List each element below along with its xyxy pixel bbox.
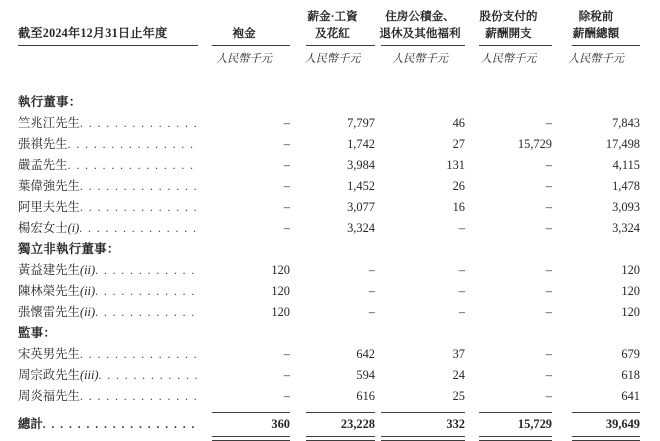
total-label-cell [18,413,198,435]
leader-dots [43,413,198,435]
section-label-cell [18,239,198,260]
rule-spacer [18,436,198,441]
cell-housing: 37 [452,347,465,361]
cell-salaries: 7,797 [347,116,375,130]
cell-fees: – [283,179,290,193]
cell-share-based: – [545,347,552,361]
cell-salaries: 616 [356,389,375,403]
rule-cell [198,436,290,441]
person-name: 周宗政先生 [18,368,80,382]
row-label-cell [18,113,198,134]
double-rule-segment [306,436,375,441]
cell-share-based: – [545,368,552,382]
double-rule-segment [479,436,552,441]
cell-pretax-total: 3,093 [612,200,640,214]
table-row [18,281,640,302]
cell-share-based: – [545,263,552,277]
table-row [18,218,640,239]
table-row-section [18,239,640,260]
cell-housing: 26 [452,179,465,193]
cell-fees: – [283,368,290,382]
cell-housing: – [458,284,465,298]
total-value-fees: 360 [271,417,290,431]
cell-salaries: 594 [356,368,375,382]
table-row [18,176,640,197]
cell-share-based: – [545,179,552,193]
leader-dots [79,218,198,239]
leader-dots [99,365,198,386]
period-label: 截至2024年12月31日止年度 [18,26,168,40]
table-body [18,92,640,407]
table-row [18,302,640,323]
column-header-salaries-bonus [290,8,375,67]
cell-pretax-total: 641 [621,389,640,403]
person-name: 張祺先生 [18,137,68,151]
cell-fees: – [283,221,290,235]
row-label-cell [18,155,198,176]
cell-salaries: 1,452 [347,179,375,193]
leader-dots [95,260,198,281]
cell-pretax-total: 17,498 [605,137,640,151]
person-name: 張懷雷先生 [18,305,80,319]
leader-dots [80,344,198,365]
leader-dots [80,176,198,197]
cell-fees: – [283,389,290,403]
cell-housing: – [458,263,465,277]
header-line-spacer [18,8,198,25]
cell-fees: 120 [271,284,290,298]
cell-housing: 46 [452,116,465,130]
cell-share-based: 15,729 [517,137,552,151]
cell-share-based: – [545,284,552,298]
cell-pretax-total: 120 [621,284,640,298]
table-row [18,197,640,218]
cell-fees: – [283,200,290,214]
column-header-fees [198,8,290,67]
column-header-line1 [198,8,290,25]
total-row [18,413,640,435]
table-row [18,134,640,155]
column-header-line2: 及花紅 [315,27,350,40]
section-label-cell [18,92,198,113]
column-header-housing-benefits [375,8,465,67]
table-row-section [18,323,640,344]
table-row [18,260,640,281]
cell-salaries: 3,324 [347,221,375,235]
section-label: 監事： [18,326,57,340]
double-rule-segment [212,436,290,441]
person-name: 陳林榮先生 [18,284,80,298]
cell-fees: 120 [271,305,290,319]
total-value-housing: 332 [446,417,465,431]
rule-cell [465,436,552,441]
row-label-cell [18,197,198,218]
footnote-marker: (i) [67,221,80,235]
row-label-cell [18,218,198,239]
leader-dots [95,281,198,302]
footnote-marker: (ii) [79,305,96,319]
cell-fees: – [283,116,290,130]
cell-pretax-total: 120 [621,305,640,319]
table-row [18,113,640,134]
person-name: 周炎福先生 [18,389,80,403]
cell-housing: 16 [452,200,465,214]
person-name: 嚴孟先生 [18,158,68,172]
table-row [18,386,640,407]
cell-salaries: 3,077 [347,200,375,214]
row-label-cell [18,260,198,281]
cell-pretax-total: 120 [621,263,640,277]
person-name: 黃益建先生 [18,263,80,277]
rule-cell [290,436,375,441]
rule-cell [552,436,640,441]
column-header-period [18,8,198,67]
cell-housing: 25 [452,389,465,403]
double-rule-segment [572,436,640,441]
unit-label: 人民幣千元 [480,53,537,65]
column-header-line2: 袍金 [232,27,256,40]
cell-pretax-total: 7,843 [612,116,640,130]
row-label-cell [18,344,198,365]
person-name: 葉偉強先生 [18,179,80,193]
cell-share-based: – [545,305,552,319]
section-label: 獨立非執行董事： [18,242,120,256]
cell-share-based: – [545,221,552,235]
total-value-share-based: 15,729 [517,417,552,431]
total-value-pretax: 39,649 [605,417,640,431]
total-label: 總計 [18,417,43,431]
section-label: 執行董事： [18,95,82,109]
cell-share-based: – [545,158,552,172]
cell-fees: – [283,137,290,151]
cell-pretax-total: 679 [621,347,640,361]
person-name: 宋英男先生 [18,347,80,361]
cell-share-based: – [545,116,552,130]
table-header [18,8,640,67]
unit-label: 人民幣千元 [216,53,272,65]
cell-fees: – [283,158,290,172]
column-header-share-based-payment [465,8,552,67]
cell-salaries: 3,984 [347,158,375,172]
leader-dots [95,302,198,323]
column-header-line2: 薪酬開支 [485,27,532,40]
cell-salaries: – [368,305,375,319]
unit-label: 人民幣千元 [304,53,361,65]
cell-pretax-total: 4,115 [612,158,640,172]
total-double-rule [18,436,640,441]
row-label-cell [18,134,198,155]
section-label-cell [18,323,198,344]
column-header-line2: 薪酬總額 [572,27,620,40]
row-label-cell [18,281,198,302]
cell-salaries: – [368,284,375,298]
footnote-marker: (ii) [79,284,96,298]
cell-salaries: – [368,263,375,277]
leader-dots [80,113,198,134]
table-row-section [18,92,640,113]
cell-housing: – [458,221,465,235]
person-name: 阿里夫先生 [18,200,80,214]
table-row [18,344,640,365]
leader-dots [68,134,198,155]
row-label-cell [18,386,198,407]
cell-pretax-total: 1,478 [612,179,640,193]
header-underline [18,45,198,46]
unit-label: 人民幣千元 [568,53,624,65]
column-header-line2: 退休及其他福利 [379,27,461,40]
rule-cell [375,436,465,441]
double-rule-segment [381,436,465,441]
cell-housing: – [458,305,465,319]
cell-housing: 131 [446,158,465,172]
leader-dots [68,155,198,176]
cell-share-based: – [545,389,552,403]
footnote-marker: (ii) [79,263,96,277]
row-label-cell [18,365,198,386]
leader-dots [80,386,198,407]
cell-salaries: 1,742 [347,137,375,151]
total-value-salaries: 23,228 [340,417,375,431]
person-name: 楊宏女士 [18,221,68,235]
person-name: 竺兆江先生 [18,116,80,130]
column-header-line1: 股份支付的 [479,10,538,23]
column-header-line1: 薪金·工資 [307,10,358,23]
cell-salaries: 642 [356,347,375,361]
cell-fees: 120 [271,263,290,277]
column-header-line1: 住房公積金、 [385,10,455,23]
row-label-cell [18,176,198,197]
unit-label: 人民幣千元 [392,53,448,65]
table-row [18,155,640,176]
cell-pretax-total: 3,324 [612,221,640,235]
cell-fees: – [283,347,290,361]
cell-share-based: – [545,200,552,214]
column-header-total-pretax [552,8,640,67]
footnote-marker: (iii) [79,368,99,382]
leader-dots [80,197,198,218]
cell-housing: 27 [452,137,465,151]
cell-housing: 24 [452,368,465,382]
table-row [18,365,640,386]
column-header-line1: 除稅前 [578,10,614,23]
row-label-cell [18,302,198,323]
cell-pretax-total: 618 [621,368,640,382]
